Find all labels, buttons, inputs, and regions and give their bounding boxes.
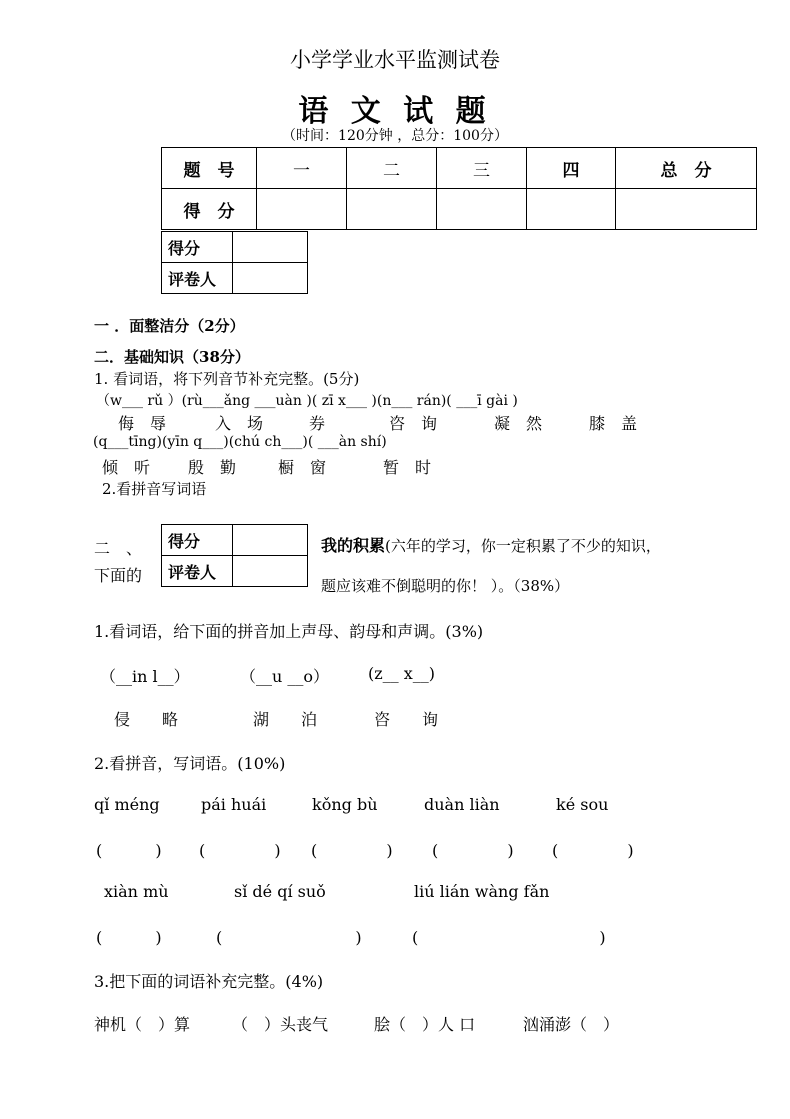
s3-q2-blank-8[interactable]: ( ) xyxy=(412,928,606,947)
score-table-row-header: 题 号 xyxy=(162,148,257,189)
section-3-heading-rest: (六年的学习，你一定积累了不少的知识， xyxy=(385,537,661,555)
s3-q3-item-3[interactable]: 脍（ ）人 口 xyxy=(374,1015,476,1034)
section-2-q1-pinyin-row1: （w___ rǔ ）(rù___ǎng ___uàn )( zī x___ )(n___ rán)( ___ī gài ) xyxy=(96,393,518,409)
score-table-score-row xyxy=(162,189,757,230)
section-3-q2-prompt: 2.看拼音，写词语。(10%) xyxy=(94,754,286,773)
score-cell-4[interactable] xyxy=(527,189,616,230)
s3-q1-chars-1: 侵 略 xyxy=(114,710,179,729)
s3-q2-pinyin-3: kǒng bù xyxy=(312,795,378,814)
section-1-title: 一 ．面整洁分（2分） xyxy=(94,317,245,335)
section-3-heading xyxy=(321,533,661,556)
score-cell-2[interactable] xyxy=(347,189,437,230)
section-3-left-tail: 下面的 xyxy=(94,566,143,585)
grader-box-1-grader-label: 评卷人 xyxy=(162,263,233,294)
grader-box-1-score-label: 得分 xyxy=(162,232,233,263)
score-table-score-label: 得 分 xyxy=(162,189,257,230)
grader-box-2-grader-label: 评卷人 xyxy=(162,556,233,587)
s3-q1-pinyin-1: （__in l__） xyxy=(100,667,190,686)
exam-info: （时间：120分钟 ，总分：100分） xyxy=(282,128,508,144)
score-table xyxy=(161,147,757,230)
subject-title: 语 文 试 题 xyxy=(298,94,492,129)
section-2-title: 二．基础知识（38分） xyxy=(94,348,250,366)
s3-q2-pinyin-8: liú lián wàng fǎn xyxy=(414,882,550,901)
grader-box-2-grader-cell[interactable] xyxy=(233,556,308,587)
q1-word-10: 暂 时 xyxy=(383,458,432,477)
grader-box-1 xyxy=(161,231,308,294)
score-cell-total[interactable] xyxy=(616,189,757,230)
score-table-col-total: 总 分 xyxy=(616,148,757,189)
q1-word-9: 橱 窗 xyxy=(278,458,327,477)
s3-q1-pinyin-2: （__u __o） xyxy=(240,667,330,686)
score-table-header-row xyxy=(162,148,757,189)
q1-word-5: 凝 然 xyxy=(494,414,543,433)
section-2-q1-pinyin-row2: (q___tīng)(yīn q___)(chú ch___)( ___àn shí) xyxy=(93,434,387,450)
school-title: 小学学业水平监测试卷 xyxy=(290,48,500,72)
q1-word-8: 殷 勤 xyxy=(188,458,237,477)
s3-q2-blank-6[interactable]: ( ) xyxy=(96,928,162,947)
q1-word-3: 券 xyxy=(309,414,326,433)
q1-word-1: 侮 辱 xyxy=(118,414,167,433)
s3-q2-pinyin-6: xiàn mù xyxy=(104,882,169,901)
s3-q2-blank-4[interactable]: ( ) xyxy=(432,841,514,860)
s3-q2-pinyin-4: duàn liàn xyxy=(424,795,500,814)
section-3-heading-bold: 我的积累 xyxy=(321,536,386,555)
score-table-col-3: 三 xyxy=(437,148,527,189)
grader-box-2 xyxy=(161,524,308,587)
s3-q1-pinyin-3: (z__ x__) xyxy=(368,664,436,683)
q1-word-4: 咨 询 xyxy=(389,414,438,433)
grader-box-1-grader-cell[interactable] xyxy=(233,263,308,294)
section-2-q1-prompt: 1. 看词语，将下列音节补充完整。(5分) xyxy=(94,370,360,388)
section-3-q1-prompt: 1.看词语，给下面的拼音加上声母、韵母和声调。(3%) xyxy=(94,622,484,641)
s3-q2-blank-7[interactable]: ( ) xyxy=(216,928,362,947)
score-cell-3[interactable] xyxy=(437,189,527,230)
score-table-col-1: 一 xyxy=(257,148,347,189)
s3-q2-blank-5[interactable]: ( ) xyxy=(552,841,634,860)
s3-q3-item-1[interactable]: 神机（ ）算 xyxy=(94,1015,191,1034)
s3-q2-pinyin-5: ké sou xyxy=(556,795,609,814)
q1-word-6: 膝 盖 xyxy=(589,414,638,433)
s3-q2-blank-3[interactable]: ( ) xyxy=(311,841,393,860)
s3-q2-pinyin-1: qǐ méng xyxy=(94,795,160,814)
section-2-q2-prompt: 2.看拼音写词语 xyxy=(102,480,207,498)
score-table-col-4: 四 xyxy=(527,148,616,189)
s3-q3-item-2[interactable]: （ ）头丧气 xyxy=(232,1015,329,1034)
section-3-q3-prompt: 3.把下面的词语补充完整。(4%) xyxy=(94,972,324,991)
s3-q2-pinyin-2: pái huái xyxy=(201,795,267,814)
s3-q1-chars-2: 湖 泊 xyxy=(253,710,318,729)
q1-word-2: 入 场 xyxy=(215,414,264,433)
score-cell-1[interactable] xyxy=(257,189,347,230)
section-3-number: 二 、 xyxy=(94,539,143,558)
s3-q1-chars-3: 咨 询 xyxy=(374,710,439,729)
s3-q3-item-4[interactable]: 汹涌澎（ ） xyxy=(523,1015,620,1034)
s3-q2-pinyin-7: sǐ dé qí suǒ xyxy=(234,882,326,901)
grader-box-2-score-label: 得分 xyxy=(162,525,233,556)
score-table-col-2: 二 xyxy=(347,148,437,189)
q1-word-7: 倾 听 xyxy=(102,458,151,477)
s3-q2-blank-2[interactable]: ( ) xyxy=(199,841,281,860)
grader-box-1-score-cell[interactable] xyxy=(233,232,308,263)
grader-box-2-score-cell[interactable] xyxy=(233,525,308,556)
section-3-heading-line2: 题应该难不倒聪明的你！ ）。（38%） xyxy=(321,577,570,595)
s3-q2-blank-1[interactable]: ( ) xyxy=(96,841,162,860)
